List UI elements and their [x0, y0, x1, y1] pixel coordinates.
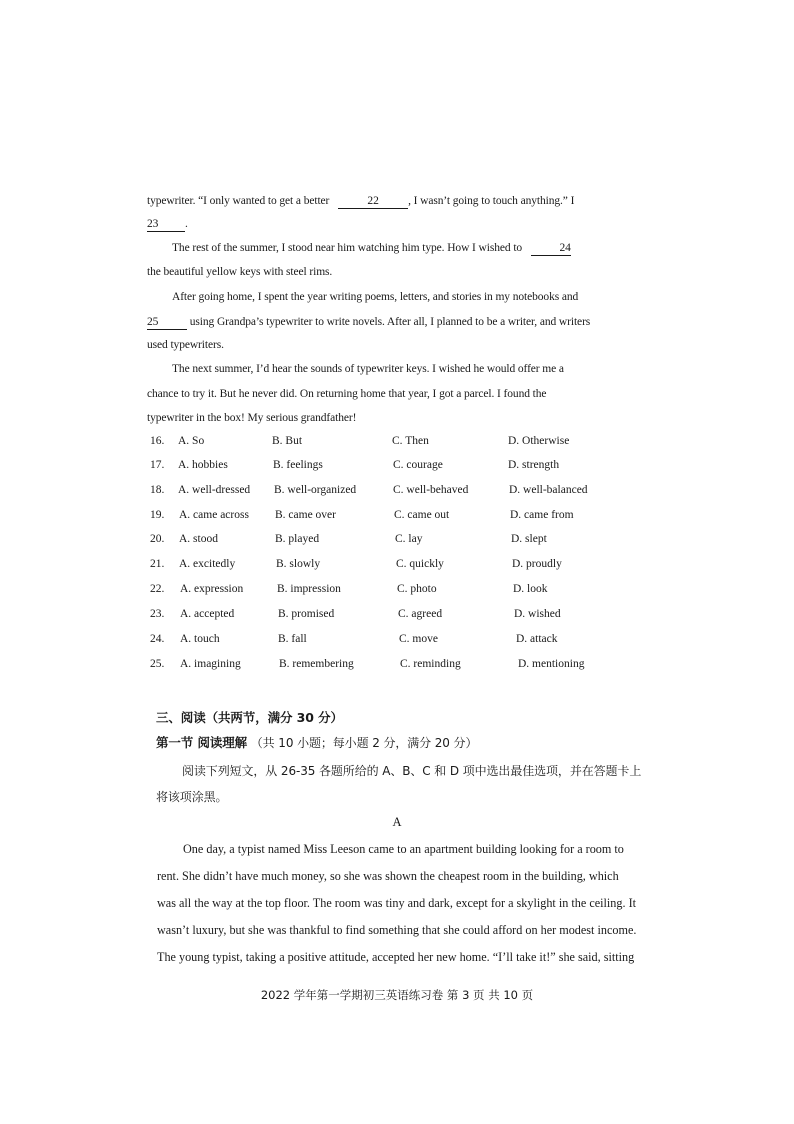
- option-row-19: [150, 509, 630, 527]
- option-a: A. came across: [179, 509, 249, 521]
- passage-label: A: [392, 815, 402, 829]
- question-number: 23.: [150, 608, 165, 620]
- option-c: C. well-behaved: [393, 484, 469, 496]
- page-footer: 2022 学年第一学期初三英语练习卷 第 3 页 共 10 页: [260, 988, 534, 1002]
- passage-line-1: [147, 193, 574, 209]
- option-b: B. impression: [277, 583, 341, 595]
- option-c: C. lay: [395, 533, 423, 545]
- option-c: C. agreed: [398, 608, 443, 620]
- option-a: A. imagining: [180, 658, 241, 670]
- passage-a-line-1: One day, a typist named Miss Leeson came to an apartment building looking for a room to: [183, 842, 624, 856]
- option-b: B. feelings: [273, 459, 323, 471]
- option-a: A. well-dressed: [178, 484, 251, 496]
- option-d: D. proudly: [512, 558, 562, 570]
- section-title: 三、阅读（共两节，满分 30 分）: [156, 710, 343, 725]
- option-row-21: [150, 558, 630, 576]
- option-d: D. slept: [511, 533, 547, 545]
- passage-a-line-4: wasn’t luxury, but she was thankful to find something that she could afford on her modest income.: [157, 923, 637, 937]
- passage-a-line-2: rent. She didn’t have much money, so she was shown the cheapest room in the building, which: [157, 869, 619, 883]
- option-d: D. came from: [510, 509, 574, 521]
- passage-a-line-3: was all the way at the top floor. The room was tiny and dark, except for a skylight in the ceiling. It: [157, 896, 637, 910]
- option-d: D. look: [513, 583, 548, 595]
- option-a: A. stood: [179, 533, 218, 545]
- option-b: B. well-organized: [274, 484, 357, 496]
- option-d: D. strength: [508, 459, 560, 471]
- option-a: A. So: [178, 435, 205, 447]
- option-b: B. remembering: [279, 658, 354, 670]
- option-a: A. excitedly: [179, 558, 236, 570]
- subsection-scoring: （共 10 小题；每小题 2 分，满分 20 分）: [250, 736, 478, 750]
- option-a: A. accepted: [180, 608, 235, 620]
- passage-line-6: [147, 314, 590, 330]
- option-b: B. came over: [275, 509, 336, 521]
- option-a: A. hobbies: [178, 459, 228, 471]
- passage-text: using Grandpa’s typewriter to write novels. After all, I planned to be a writer, and writers: [189, 316, 591, 328]
- option-row-20: [150, 533, 630, 551]
- blank-24: 24: [531, 242, 571, 256]
- blank-23: 23: [147, 218, 185, 232]
- question-number: 17.: [150, 459, 165, 471]
- question-number: 21.: [150, 558, 165, 570]
- option-row-25: [150, 658, 630, 676]
- question-number: 24.: [150, 633, 165, 645]
- question-number: 16.: [150, 435, 165, 447]
- option-d: D. Otherwise: [508, 435, 570, 447]
- subsection-name: 第一节 阅读理解: [156, 735, 248, 750]
- option-b: B. slowly: [276, 558, 321, 570]
- option-c: C. photo: [397, 583, 437, 595]
- section-subtitle: [156, 735, 477, 751]
- passage-line-5: After going home, I spent the year writing poems, letters, and stories in my notebooks and: [172, 291, 579, 303]
- passage-line-10: typewriter in the box! My serious grandfather!: [147, 412, 357, 424]
- option-c: C. reminding: [400, 658, 461, 670]
- option-c: C. courage: [393, 459, 443, 471]
- option-d: D. wished: [514, 608, 561, 620]
- option-row-23: [150, 608, 630, 626]
- passage-line-2: [147, 216, 188, 232]
- question-number: 25.: [150, 658, 165, 670]
- passage-text: , I wasn’t going to touch anything.” I: [408, 195, 575, 207]
- passage-line-3: [172, 240, 571, 256]
- passage-line-8: The next summer, I’d hear the sounds of typewriter keys. I wished he would offer me a: [172, 363, 564, 375]
- question-number: 20.: [150, 533, 165, 545]
- option-a: A. expression: [180, 583, 244, 595]
- passage-text: typewriter. “I only wanted to get a better: [147, 195, 330, 207]
- option-b: B. But: [272, 435, 303, 447]
- option-row-16: [150, 435, 630, 453]
- option-row-24: [150, 633, 630, 651]
- passage-line-7: used typewriters.: [147, 339, 224, 351]
- passage-text: .: [185, 218, 188, 230]
- passage-line-9: chance to try it. But he never did. On returning home that year, I got a parcel. I found the: [147, 388, 547, 400]
- instruction-line-2: 将该项涂黑。: [156, 790, 228, 804]
- option-b: B. promised: [278, 608, 335, 620]
- option-d: D. mentioning: [518, 658, 585, 670]
- passage-line-4: the beautiful yellow keys with steel rims.: [147, 266, 333, 278]
- option-c: C. came out: [394, 509, 450, 521]
- option-c: C. Then: [392, 435, 429, 447]
- question-number: 22.: [150, 583, 165, 595]
- option-c: C. quickly: [396, 558, 444, 570]
- option-a: A. touch: [180, 633, 220, 645]
- option-row-17: [150, 459, 630, 477]
- question-number: 18.: [150, 484, 165, 496]
- option-row-22: [150, 583, 630, 601]
- option-d: D. attack: [516, 633, 558, 645]
- question-number: 19.: [150, 509, 165, 521]
- option-b: B. fall: [278, 633, 307, 645]
- option-row-18: [150, 484, 630, 502]
- option-b: B. played: [275, 533, 320, 545]
- blank-25: 25: [147, 316, 187, 330]
- passage-a-line-5: The young typist, taking a positive attitude, accepted her new home. “I’ll take it!” she said, sitting: [157, 950, 635, 964]
- option-d: D. well-balanced: [509, 484, 588, 496]
- blank-22: 22: [338, 195, 408, 209]
- passage-text: The rest of the summer, I stood near him watching him type. How I wished to: [172, 242, 523, 254]
- instruction-line-1: 阅读下列短文，从 26-35 各题所给的 A、B、C 和 D 项中选出最佳选项，并在答题卡上: [182, 764, 642, 778]
- option-c: C. move: [399, 633, 438, 645]
